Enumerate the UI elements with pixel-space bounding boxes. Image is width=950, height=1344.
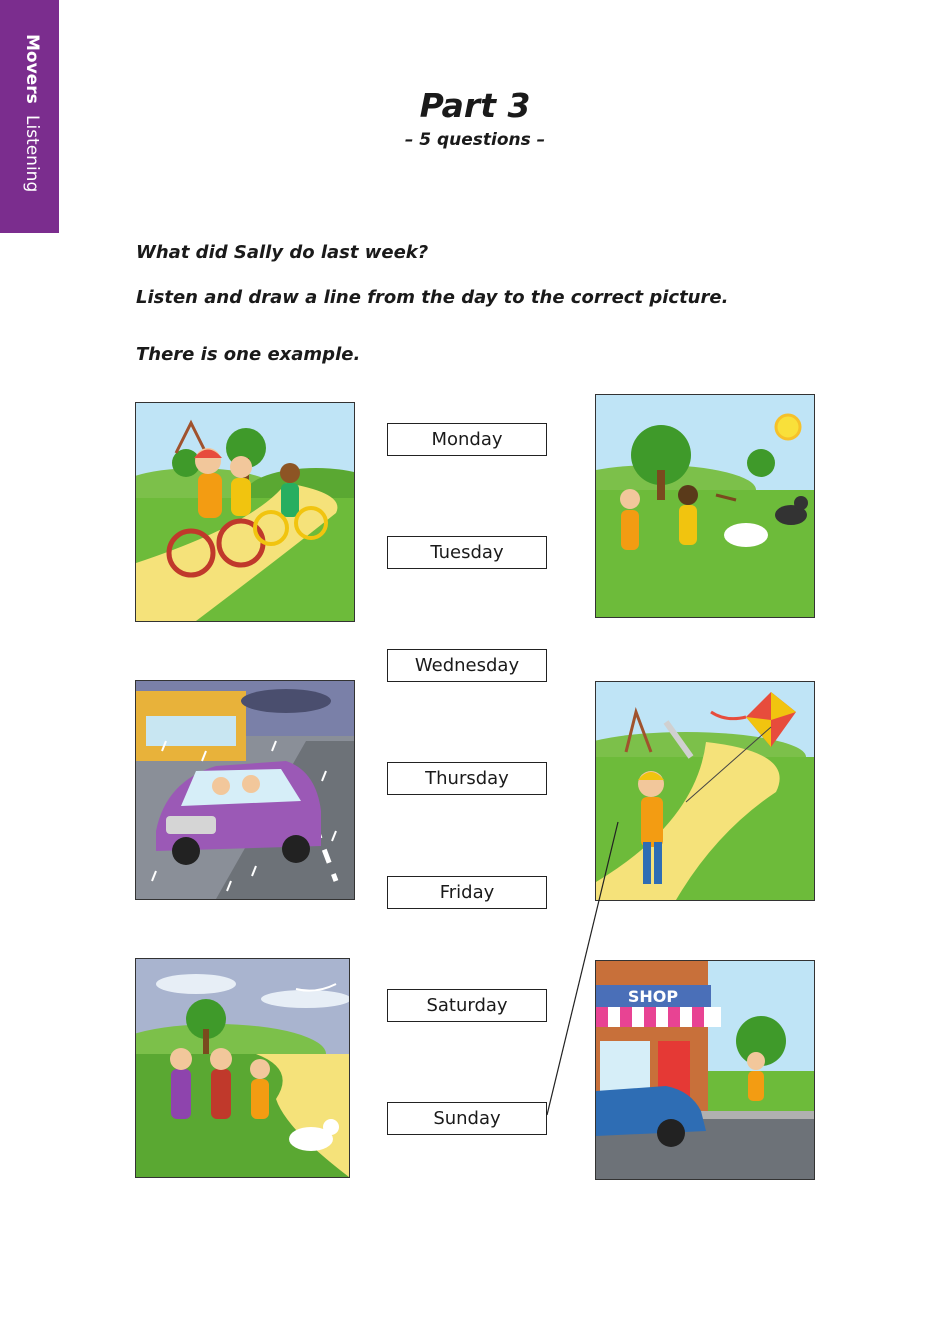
instruction-example: There is one example. [136, 344, 361, 365]
day-box-monday[interactable]: Monday [387, 423, 547, 456]
day-box-sunday[interactable]: Sunday [387, 1102, 547, 1135]
instruction-task: Listen and draw a line from the day to the correct picture. [136, 287, 729, 308]
picture-shop[interactable] [595, 960, 815, 1180]
shop-sign: SHOP [627, 987, 679, 1006]
instruction-question: What did Sally do last week? [136, 242, 429, 263]
side-tab-section: Listening [22, 115, 42, 193]
picture-car-rain[interactable] [135, 680, 355, 900]
day-box-tuesday[interactable]: Tuesday [387, 536, 547, 569]
picture-park-dogs[interactable] [595, 394, 815, 618]
picture-kite[interactable] [595, 681, 815, 901]
page-title: Part 3 [419, 86, 531, 125]
day-box-saturday[interactable]: Saturday [387, 989, 547, 1022]
side-tab-level: Movers [22, 34, 42, 104]
day-box-friday[interactable]: Friday [387, 876, 547, 909]
page-subtitle: – 5 questions – [404, 130, 546, 150]
picture-cycling[interactable] [135, 402, 355, 622]
day-box-wednesday[interactable]: Wednesday [387, 649, 547, 682]
picture-windy-walk[interactable] [135, 958, 350, 1178]
day-box-thursday[interactable]: Thursday [387, 762, 547, 795]
